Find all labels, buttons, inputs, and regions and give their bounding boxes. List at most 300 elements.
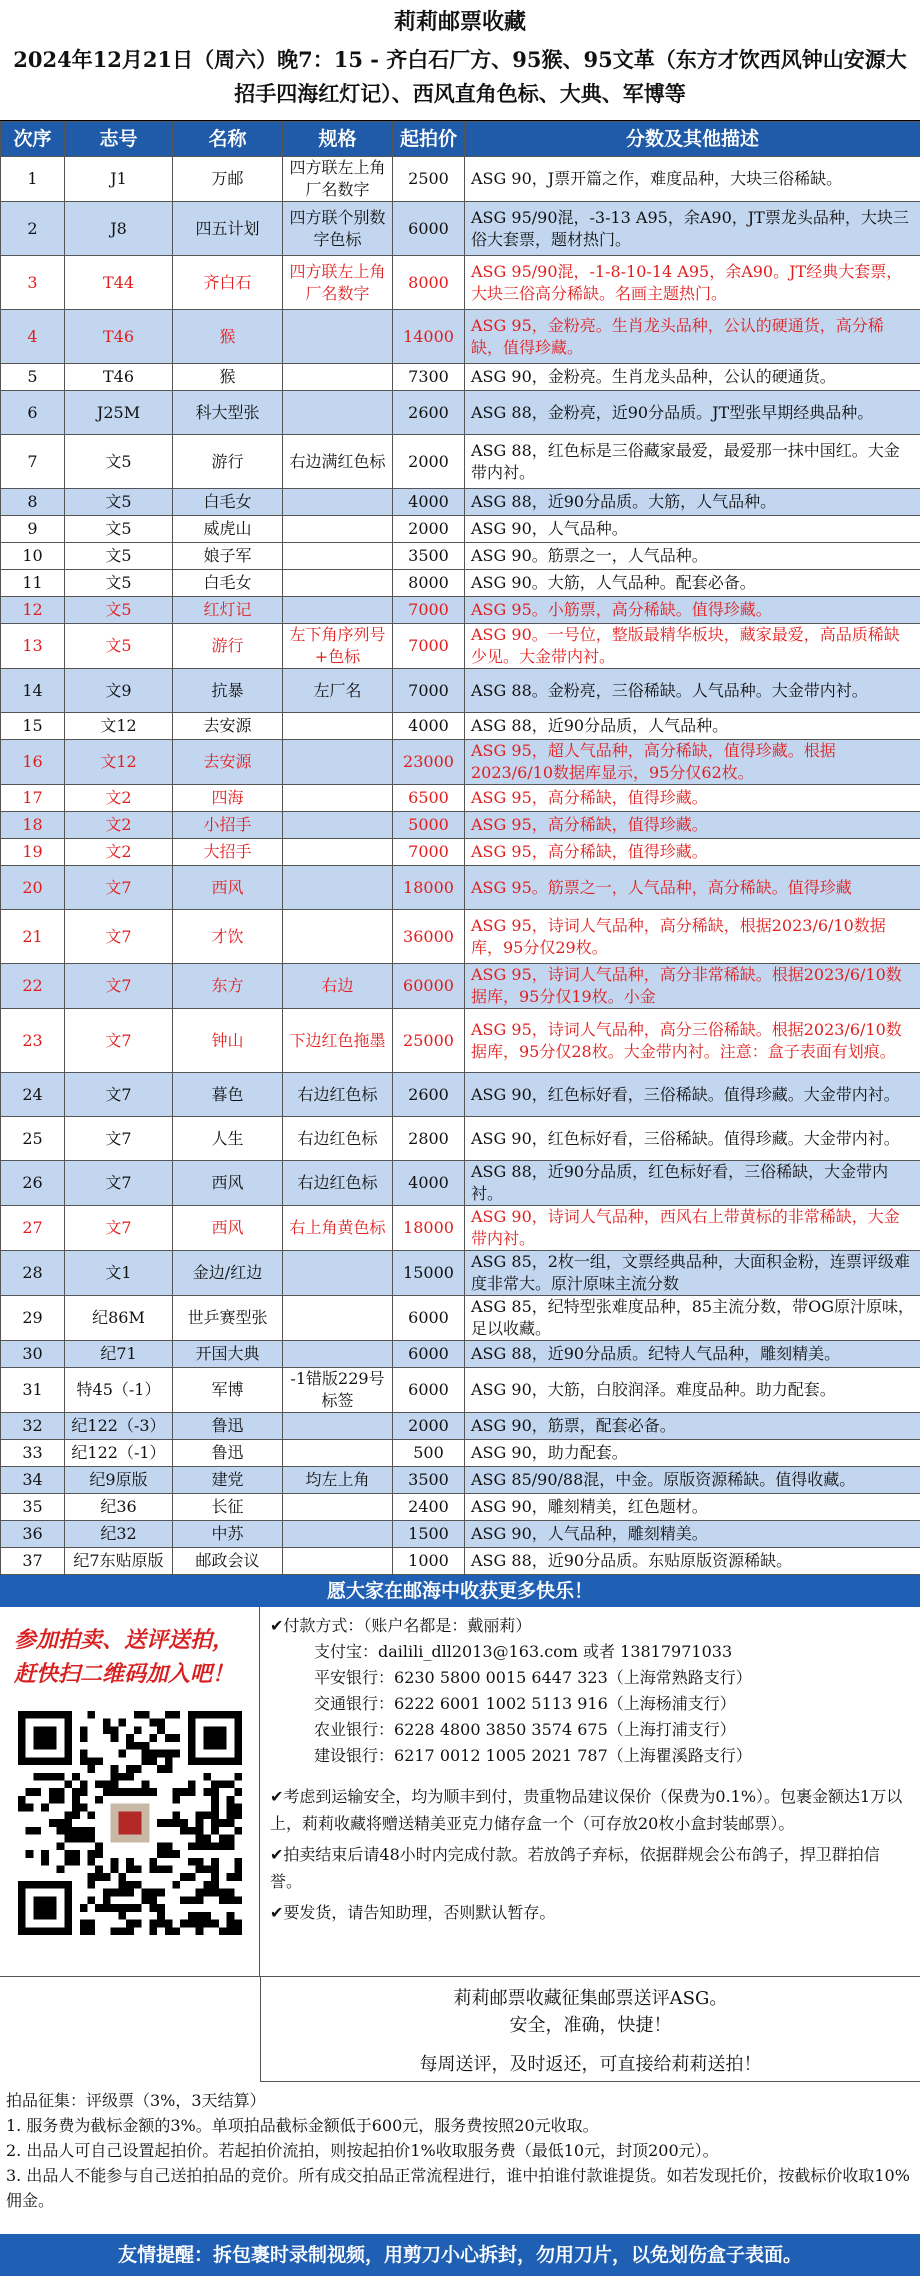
cell-description: ASG 90。一号位，整版最精华板块，藏家最爱，高品质稀缺少见。大金带内衬。 bbox=[465, 624, 920, 669]
cell-lot-number: 29 bbox=[1, 1296, 65, 1341]
cell-description: ASG 90，金粉亮。生肖龙头品种，公认的硬通货。 bbox=[465, 364, 920, 391]
table-row bbox=[1, 785, 920, 812]
cell-stamp-code: 文1 bbox=[65, 1251, 173, 1296]
cell-lot-number: 6 bbox=[1, 391, 65, 435]
alipay-value: dailili_dll2013@163.com 或者 13817971033 bbox=[378, 1642, 733, 1661]
table-row bbox=[1, 910, 920, 964]
cell-stamp-code: 特45（-1） bbox=[65, 1368, 173, 1413]
cell-description: ASG 90，助力配套。 bbox=[465, 1440, 920, 1467]
cell-stamp-name: 万邮 bbox=[173, 157, 283, 202]
promo-slogan-2: 赶快扫二维码加入吧！ bbox=[14, 1661, 235, 1687]
table-row bbox=[1, 1521, 920, 1548]
cell-spec bbox=[283, 1548, 393, 1575]
cell-description: ASG 88，近90分品质，红色标好看，三俗稀缺，大金带内衬。 bbox=[465, 1161, 920, 1206]
cell-lot-number: 17 bbox=[1, 785, 65, 812]
cell-stamp-name: 白毛女 bbox=[173, 489, 283, 516]
cell-description: ASG 90，人气品种，雕刻精美。 bbox=[465, 1521, 920, 1548]
cell-spec bbox=[283, 1494, 393, 1521]
cell-spec bbox=[283, 1521, 393, 1548]
table-row bbox=[1, 570, 920, 597]
cell-spec: 右边红色标 bbox=[283, 1161, 393, 1206]
cell-stamp-code: 纪9原版 bbox=[65, 1467, 173, 1494]
cell-spec bbox=[283, 740, 393, 785]
cell-start-price: 8000 bbox=[393, 570, 465, 597]
cell-description: ASG 85，2枚一组，文票经典品种，大面积金粉，连票评级难度非常大。原汁原味主流分数 bbox=[465, 1251, 920, 1296]
bank-row bbox=[270, 1665, 910, 1691]
table-row bbox=[1, 364, 920, 391]
cell-lot-number: 4 bbox=[1, 310, 65, 364]
cell-lot-number: 8 bbox=[1, 489, 65, 516]
bank-value: 6217 0012 1005 2021 787（上海瞿溪路支行） bbox=[394, 1746, 752, 1765]
cell-start-price: 18000 bbox=[393, 866, 465, 910]
cell-spec bbox=[283, 910, 393, 964]
cell-start-price: 7000 bbox=[393, 624, 465, 669]
cell-stamp-code: 文5 bbox=[65, 624, 173, 669]
cell-stamp-name: 暮色 bbox=[173, 1073, 283, 1117]
cell-lot-number: 11 bbox=[1, 570, 65, 597]
cell-spec: 四方联左上角厂名数字 bbox=[283, 157, 393, 202]
cell-description: ASG 90，诗词人气品种，西风右上带黄标的非常稀缺，大金带内衬。 bbox=[465, 1206, 920, 1251]
cell-spec: 右边 bbox=[283, 964, 393, 1009]
table-row bbox=[1, 516, 920, 543]
cell-description: ASG 90，红色标好看，三俗稀缺。值得珍藏。大金带内衬。 bbox=[465, 1073, 920, 1117]
table-header-row bbox=[1, 122, 920, 157]
cell-description: ASG 95，金粉亮。生肖龙头品种，公认的硬通货，高分稀缺，值得珍藏。 bbox=[465, 310, 920, 364]
lots-table bbox=[0, 121, 920, 1575]
cell-stamp-code: 纪122（-3） bbox=[65, 1413, 173, 1440]
cell-stamp-name: 钟山 bbox=[173, 1009, 283, 1073]
collect-line-3: 每周送评，及时返还，可直接给莉莉送拍！ bbox=[419, 2054, 762, 2075]
table-row bbox=[1, 1296, 920, 1341]
cell-stamp-code: 纪32 bbox=[65, 1521, 173, 1548]
cell-stamp-code: T46 bbox=[65, 310, 173, 364]
cell-start-price: 6500 bbox=[393, 785, 465, 812]
bank-label: 农业银行： bbox=[314, 1720, 395, 1739]
cell-description: ASG 88，近90分品质。大筋，人气品种。 bbox=[465, 489, 920, 516]
cell-spec bbox=[283, 1251, 393, 1296]
cell-start-price: 7000 bbox=[393, 597, 465, 624]
cell-lot-number: 22 bbox=[1, 964, 65, 1009]
cell-lot-number: 15 bbox=[1, 713, 65, 740]
cell-spec bbox=[283, 785, 393, 812]
cell-spec bbox=[283, 597, 393, 624]
alipay-label: 支付宝： bbox=[314, 1642, 379, 1661]
cell-start-price: 15000 bbox=[393, 1251, 465, 1296]
cell-spec: 左厂名 bbox=[283, 669, 393, 713]
cell-stamp-code: J8 bbox=[65, 202, 173, 256]
cell-description: ASG 95，诗词人气品种，高分三俗稀缺。根据2023/6/10数据库，95分仅28枚。大金带内衬。注意：盒子表面有划痕。 bbox=[465, 1009, 920, 1073]
table-row bbox=[1, 597, 920, 624]
subtitle-line-1: 2024年12月21日（周六）晚7：15 - 齐白石厂方、95猴、95文革（东方才饮西风钟山安源大 bbox=[13, 47, 907, 72]
cell-description: ASG 95，高分稀缺，值得珍藏。 bbox=[465, 785, 920, 812]
cell-stamp-code: 文5 bbox=[65, 543, 173, 570]
table-row bbox=[1, 1117, 920, 1161]
cell-stamp-code: 文5 bbox=[65, 597, 173, 624]
cell-spec bbox=[283, 570, 393, 597]
table-row bbox=[1, 740, 920, 785]
cell-lot-number: 36 bbox=[1, 1521, 65, 1548]
col-header-spec: 规格 bbox=[283, 122, 393, 157]
cell-description: ASG 88，红色标是三俗藏家最爱，最爱那一抹中国红。大金带内衬。 bbox=[465, 435, 920, 489]
cell-start-price: 3500 bbox=[393, 543, 465, 570]
cell-description: ASG 90，雕刻精美，红色题材。 bbox=[465, 1494, 920, 1521]
cell-start-price: 6000 bbox=[393, 1296, 465, 1341]
cell-stamp-name: 游行 bbox=[173, 624, 283, 669]
cell-lot-number: 3 bbox=[1, 256, 65, 310]
table-row bbox=[1, 310, 920, 364]
cell-start-price: 8000 bbox=[393, 256, 465, 310]
cell-spec bbox=[283, 713, 393, 740]
table-row bbox=[1, 1161, 920, 1206]
cell-description: ASG 88，近90分品质。东贴原版资源稀缺。 bbox=[465, 1548, 920, 1575]
payment-info bbox=[260, 1607, 920, 1976]
bank-value: 6228 4800 3850 3574 675（上海打浦支行） bbox=[394, 1720, 736, 1739]
cell-stamp-code: J1 bbox=[65, 157, 173, 202]
table-row bbox=[1, 435, 920, 489]
header bbox=[0, 0, 920, 121]
cell-spec bbox=[283, 489, 393, 516]
cell-stamp-name: 中苏 bbox=[173, 1521, 283, 1548]
table-row bbox=[1, 1494, 920, 1521]
cell-spec bbox=[283, 1413, 393, 1440]
promo-panel bbox=[0, 1607, 260, 1976]
subtitle-line-2: 招手四海红灯记）、西风直角色标、大典、军博等 bbox=[234, 81, 686, 106]
cell-stamp-name: 去安源 bbox=[173, 740, 283, 785]
cell-description: ASG 90，人气品种。 bbox=[465, 516, 920, 543]
rule-item: 1. 服务费为截标金额的3%。单项拍品截标金额低于600元，服务费按照20元收取。 bbox=[6, 2116, 599, 2135]
cell-stamp-name: 才饮 bbox=[173, 910, 283, 964]
rules-title: 拍品征集：评级票（3%，3天结算） bbox=[6, 2091, 266, 2110]
cell-lot-number: 14 bbox=[1, 669, 65, 713]
cell-stamp-code: 文5 bbox=[65, 435, 173, 489]
cell-lot-number: 25 bbox=[1, 1117, 65, 1161]
cell-lot-number: 1 bbox=[1, 157, 65, 202]
collect-section bbox=[0, 1977, 920, 2082]
cell-lot-number: 9 bbox=[1, 516, 65, 543]
cell-stamp-code: 文2 bbox=[65, 812, 173, 839]
cell-start-price: 7000 bbox=[393, 669, 465, 713]
bank-label: 平安银行： bbox=[314, 1668, 395, 1687]
cell-spec bbox=[283, 364, 393, 391]
cell-spec bbox=[283, 543, 393, 570]
cell-stamp-name: 开国大典 bbox=[173, 1341, 283, 1368]
cell-stamp-code: 文7 bbox=[65, 866, 173, 910]
cell-spec: 右边红色标 bbox=[283, 1073, 393, 1117]
cell-start-price: 2800 bbox=[393, 1117, 465, 1161]
table-row bbox=[1, 1548, 920, 1575]
qr-code-graphic bbox=[18, 1711, 242, 1935]
cell-start-price: 3500 bbox=[393, 1467, 465, 1494]
cell-stamp-code: 文2 bbox=[65, 785, 173, 812]
cell-lot-number: 32 bbox=[1, 1413, 65, 1440]
cell-description: ASG 88，近90分品质。纪特人气品种，雕刻精美。 bbox=[465, 1341, 920, 1368]
cell-lot-number: 7 bbox=[1, 435, 65, 489]
cell-stamp-name: 齐白石 bbox=[173, 256, 283, 310]
cell-start-price: 2000 bbox=[393, 516, 465, 543]
payment-title: ✔付款方式：（账户名都是：戴丽莉） bbox=[270, 1616, 532, 1635]
lots-body bbox=[1, 157, 920, 1575]
collect-line-2: 安全，准确，快捷！ bbox=[509, 2015, 672, 2036]
qr-code-icon[interactable] bbox=[18, 1711, 242, 1935]
cell-description: ASG 85，纪特型张难度品种，85主流分数，带OG原汁原味，足以收藏。 bbox=[465, 1296, 920, 1341]
rules-section bbox=[0, 2082, 920, 2225]
table-row bbox=[1, 202, 920, 256]
cell-spec: 右边满红色标 bbox=[283, 435, 393, 489]
cell-lot-number: 13 bbox=[1, 624, 65, 669]
cell-start-price: 2600 bbox=[393, 391, 465, 435]
cell-stamp-name: 军博 bbox=[173, 1368, 283, 1413]
cell-stamp-name: 红灯记 bbox=[173, 597, 283, 624]
table-row bbox=[1, 256, 920, 310]
cell-stamp-code: 文7 bbox=[65, 1161, 173, 1206]
cell-stamp-name: 娘子军 bbox=[173, 543, 283, 570]
cell-lot-number: 31 bbox=[1, 1368, 65, 1413]
cell-stamp-code: 文7 bbox=[65, 964, 173, 1009]
cell-stamp-name: 四五计划 bbox=[173, 202, 283, 256]
table-row bbox=[1, 713, 920, 740]
cell-stamp-code: 文7 bbox=[65, 1117, 173, 1161]
cell-lot-number: 35 bbox=[1, 1494, 65, 1521]
table-row bbox=[1, 1009, 920, 1073]
cell-start-price: 7300 bbox=[393, 364, 465, 391]
promo-slogan-1: 参加拍卖、送评送拍， bbox=[14, 1627, 235, 1653]
table-row bbox=[1, 812, 920, 839]
cell-stamp-name: 世乒赛型张 bbox=[173, 1296, 283, 1341]
cell-stamp-code: 文7 bbox=[65, 1073, 173, 1117]
cell-description: ASG 90。筋票之一，人气品种。 bbox=[465, 543, 920, 570]
col-header-desc: 分数及其他描述 bbox=[465, 122, 920, 157]
cell-stamp-code: T44 bbox=[65, 256, 173, 310]
alipay-row bbox=[270, 1639, 910, 1665]
cell-stamp-name: 建党 bbox=[173, 1467, 283, 1494]
mid-banner: 愿大家在邮海中收获更多快乐！ bbox=[0, 1575, 920, 1607]
table-row bbox=[1, 1440, 920, 1467]
col-header-no: 次序 bbox=[1, 122, 65, 157]
table-row bbox=[1, 624, 920, 669]
cell-lot-number: 26 bbox=[1, 1161, 65, 1206]
cell-lot-number: 19 bbox=[1, 839, 65, 866]
cell-spec: 四方联个别数字色标 bbox=[283, 202, 393, 256]
cell-stamp-name: 去安源 bbox=[173, 713, 283, 740]
col-header-price: 起拍价 bbox=[393, 122, 465, 157]
cell-start-price: 18000 bbox=[393, 1206, 465, 1251]
cell-stamp-name: 猴 bbox=[173, 310, 283, 364]
cell-spec bbox=[283, 1296, 393, 1341]
cell-description: ASG 95，高分稀缺，值得珍藏。 bbox=[465, 839, 920, 866]
cell-lot-number: 27 bbox=[1, 1206, 65, 1251]
cell-start-price: 1000 bbox=[393, 1548, 465, 1575]
cell-start-price: 6000 bbox=[393, 1368, 465, 1413]
table-row bbox=[1, 1467, 920, 1494]
shipping-request-note: ✔要发货，请告知助理，否则默认暂存。 bbox=[270, 1903, 556, 1922]
cell-stamp-name: 西风 bbox=[173, 1161, 283, 1206]
cell-lot-number: 34 bbox=[1, 1467, 65, 1494]
cell-stamp-code: 纪86M bbox=[65, 1296, 173, 1341]
cell-spec: 下边红色拖墨 bbox=[283, 1009, 393, 1073]
cell-stamp-name: 东方 bbox=[173, 964, 283, 1009]
cell-spec bbox=[283, 812, 393, 839]
cell-description: ASG 95，超人气品种，高分稀缺，值得珍藏。根据2023/6/10数据库显示，95分仅62枚。 bbox=[465, 740, 920, 785]
cell-start-price: 2600 bbox=[393, 1073, 465, 1117]
cell-stamp-name: 西风 bbox=[173, 866, 283, 910]
cell-spec bbox=[283, 866, 393, 910]
cell-description: ASG 88，金粉亮，近90分品质。JT型张早期经典品种。 bbox=[465, 391, 920, 435]
cell-stamp-name: 科大型张 bbox=[173, 391, 283, 435]
cell-start-price: 60000 bbox=[393, 964, 465, 1009]
cell-spec bbox=[283, 516, 393, 543]
cell-spec: 右上角黄色标 bbox=[283, 1206, 393, 1251]
table-row bbox=[1, 489, 920, 516]
cell-spec bbox=[283, 310, 393, 364]
cell-stamp-name: 金边/红边 bbox=[173, 1251, 283, 1296]
cell-description: ASG 90，J票开篇之作，难度品种，大块三俗稀缺。 bbox=[465, 157, 920, 202]
cell-description: ASG 90，红色标好看，三俗稀缺。值得珍藏。大金带内衬。 bbox=[465, 1117, 920, 1161]
cell-description: ASG 85/90/88混，中金。原版资源稀缺。值得收藏。 bbox=[465, 1467, 920, 1494]
cell-description: ASG 95。小筋票，高分稀缺。值得珍藏。 bbox=[465, 597, 920, 624]
cell-lot-number: 16 bbox=[1, 740, 65, 785]
bank-row bbox=[270, 1691, 910, 1717]
table-row bbox=[1, 866, 920, 910]
cell-lot-number: 30 bbox=[1, 1341, 65, 1368]
cell-stamp-name: 长征 bbox=[173, 1494, 283, 1521]
cell-lot-number: 23 bbox=[1, 1009, 65, 1073]
bottom-banner: 友情提醒：拆包裹时录制视频，用剪刀小心拆封，勿用刀片，以免划伤盒子表面。 bbox=[0, 2234, 920, 2276]
cell-stamp-code: 文5 bbox=[65, 570, 173, 597]
cell-spec bbox=[283, 391, 393, 435]
cell-spec: -1错版229号标签 bbox=[283, 1368, 393, 1413]
col-header-code: 志号 bbox=[65, 122, 173, 157]
payment-deadline-note: ✔拍卖结束后请48小时内完成付款。若放鸽子弃标，依据群规会公布鸽子，捍卫群拍信誉。 bbox=[270, 1845, 880, 1891]
cell-spec bbox=[283, 839, 393, 866]
cell-lot-number: 37 bbox=[1, 1548, 65, 1575]
cell-description: ASG 88。金粉亮，三俗稀缺。人气品种。大金带内衬。 bbox=[465, 669, 920, 713]
cell-description: ASG 88，近90分品质，人气品种。 bbox=[465, 713, 920, 740]
table-row bbox=[1, 964, 920, 1009]
cell-description: ASG 95，高分稀缺，值得珍藏。 bbox=[465, 812, 920, 839]
cell-description: ASG 90。大筋，人气品种。配套必备。 bbox=[465, 570, 920, 597]
cell-spec: 左下角序列号+色标 bbox=[283, 624, 393, 669]
cell-description: ASG 95，诗词人气品种，高分非常稀缺。根据2023/6/10数据库，95分仅19枚。小金 bbox=[465, 964, 920, 1009]
rule-item: 3. 出品人不能参与自己送拍拍品的竞价。所有成交拍品正常流程进行，谁中拍谁付款谁提货。如若发现托价，按截标价收取10%佣金。 bbox=[6, 2166, 910, 2210]
cell-spec: 四方联左上角厂名数字 bbox=[283, 256, 393, 310]
table-row bbox=[1, 1251, 920, 1296]
cell-stamp-name: 小招手 bbox=[173, 812, 283, 839]
cell-stamp-name: 西风 bbox=[173, 1206, 283, 1251]
payment-section bbox=[0, 1607, 920, 1977]
cell-stamp-code: 文5 bbox=[65, 489, 173, 516]
table-row bbox=[1, 157, 920, 202]
cell-start-price: 2000 bbox=[393, 435, 465, 489]
cell-start-price: 7000 bbox=[393, 839, 465, 866]
cell-stamp-code: T46 bbox=[65, 364, 173, 391]
cell-stamp-code: 纪71 bbox=[65, 1341, 173, 1368]
cell-start-price: 25000 bbox=[393, 1009, 465, 1073]
cell-stamp-code: 文5 bbox=[65, 516, 173, 543]
cell-stamp-code: 文12 bbox=[65, 713, 173, 740]
page-title: 莉莉邮票收藏 bbox=[393, 9, 526, 35]
cell-start-price: 23000 bbox=[393, 740, 465, 785]
cell-lot-number: 10 bbox=[1, 543, 65, 570]
cell-stamp-code: 纪7东贴原版 bbox=[65, 1548, 173, 1575]
cell-description: ASG 95，诗词人气品种，高分稀缺，根据2023/6/10数据库，95分仅29枚。 bbox=[465, 910, 920, 964]
cell-lot-number: 28 bbox=[1, 1251, 65, 1296]
bank-value: 6230 5800 0015 6447 323（上海常熟路支行） bbox=[394, 1668, 752, 1687]
cell-stamp-name: 游行 bbox=[173, 435, 283, 489]
cell-spec bbox=[283, 1341, 393, 1368]
table-row bbox=[1, 1413, 920, 1440]
cell-lot-number: 18 bbox=[1, 812, 65, 839]
cell-stamp-code: 文9 bbox=[65, 669, 173, 713]
cell-stamp-name: 抗暴 bbox=[173, 669, 283, 713]
table-row bbox=[1, 1206, 920, 1251]
collect-box bbox=[260, 1977, 920, 2082]
cell-description: ASG 95/90混，-1-8-10-14 A95，余A90。JT经典大套票，大块三俗高分稀缺。名画主题热门。 bbox=[465, 256, 920, 310]
cell-start-price: 36000 bbox=[393, 910, 465, 964]
cell-description: ASG 95/90混，-3-13 A95，余A90，JT票龙头品种，大块三俗大套票，题材热门。 bbox=[465, 202, 920, 256]
cell-stamp-name: 白毛女 bbox=[173, 570, 283, 597]
bank-label: 交通银行： bbox=[314, 1694, 395, 1713]
bank-label: 建设银行： bbox=[314, 1746, 395, 1765]
collect-line-1: 莉莉邮票收藏征集邮票送评ASG。 bbox=[453, 1988, 728, 2009]
cell-start-price: 6000 bbox=[393, 1341, 465, 1368]
cell-description: ASG 90，筋票，配套必备。 bbox=[465, 1413, 920, 1440]
cell-start-price: 4000 bbox=[393, 713, 465, 740]
table-row bbox=[1, 1073, 920, 1117]
table-row bbox=[1, 839, 920, 866]
cell-description: ASG 90，大筋，白胶润泽。难度品种。助力配套。 bbox=[465, 1368, 920, 1413]
cell-stamp-code: 文12 bbox=[65, 740, 173, 785]
cell-start-price: 2500 bbox=[393, 157, 465, 202]
cell-start-price: 4000 bbox=[393, 1161, 465, 1206]
cell-stamp-name: 鲁迅 bbox=[173, 1413, 283, 1440]
bank-row bbox=[270, 1743, 910, 1769]
cell-spec bbox=[283, 1440, 393, 1467]
cell-spec: 右边红色标 bbox=[283, 1117, 393, 1161]
cell-stamp-name: 鲁迅 bbox=[173, 1440, 283, 1467]
table-row bbox=[1, 669, 920, 713]
cell-stamp-code: 纪122（-1） bbox=[65, 1440, 173, 1467]
cell-lot-number: 20 bbox=[1, 866, 65, 910]
cell-lot-number: 24 bbox=[1, 1073, 65, 1117]
cell-stamp-code: 文7 bbox=[65, 910, 173, 964]
cell-lot-number: 33 bbox=[1, 1440, 65, 1467]
bank-value: 6222 6001 1002 5113 916（上海杨浦支行） bbox=[394, 1694, 736, 1713]
cell-start-price: 6000 bbox=[393, 202, 465, 256]
bank-row bbox=[270, 1717, 910, 1743]
rule-item: 2. 出品人可自己设置起拍价。若起拍价流拍，则按起拍价1%收取服务费（最低10元，封顶200元）。 bbox=[6, 2141, 719, 2160]
cell-stamp-code: 纪36 bbox=[65, 1494, 173, 1521]
cell-start-price: 2400 bbox=[393, 1494, 465, 1521]
cell-spec: 均左上角 bbox=[283, 1467, 393, 1494]
cell-stamp-name: 邮政会议 bbox=[173, 1548, 283, 1575]
cell-lot-number: 21 bbox=[1, 910, 65, 964]
shipping-note: ✔考虑到运输安全，均为顺丰到付，贵重物品建议保价（保费为0.1%）。包裹金额达1万以上，莉莉收藏将赠送精美亚克力储存盒一个（可存放20枚小盒封装邮票）。 bbox=[270, 1787, 903, 1833]
cell-stamp-name: 大招手 bbox=[173, 839, 283, 866]
cell-stamp-code: 文7 bbox=[65, 1009, 173, 1073]
cell-lot-number: 12 bbox=[1, 597, 65, 624]
cell-stamp-name: 四海 bbox=[173, 785, 283, 812]
cell-start-price: 1500 bbox=[393, 1521, 465, 1548]
cell-start-price: 5000 bbox=[393, 812, 465, 839]
cell-stamp-code: 文2 bbox=[65, 839, 173, 866]
cell-start-price: 4000 bbox=[393, 489, 465, 516]
cell-stamp-name: 猴 bbox=[173, 364, 283, 391]
cell-description: ASG 95。筋票之一，人气品种，高分稀缺。值得珍藏 bbox=[465, 866, 920, 910]
col-header-name: 名称 bbox=[173, 122, 283, 157]
cell-stamp-code: J25M bbox=[65, 391, 173, 435]
cell-start-price: 2000 bbox=[393, 1413, 465, 1440]
cell-start-price: 14000 bbox=[393, 310, 465, 364]
